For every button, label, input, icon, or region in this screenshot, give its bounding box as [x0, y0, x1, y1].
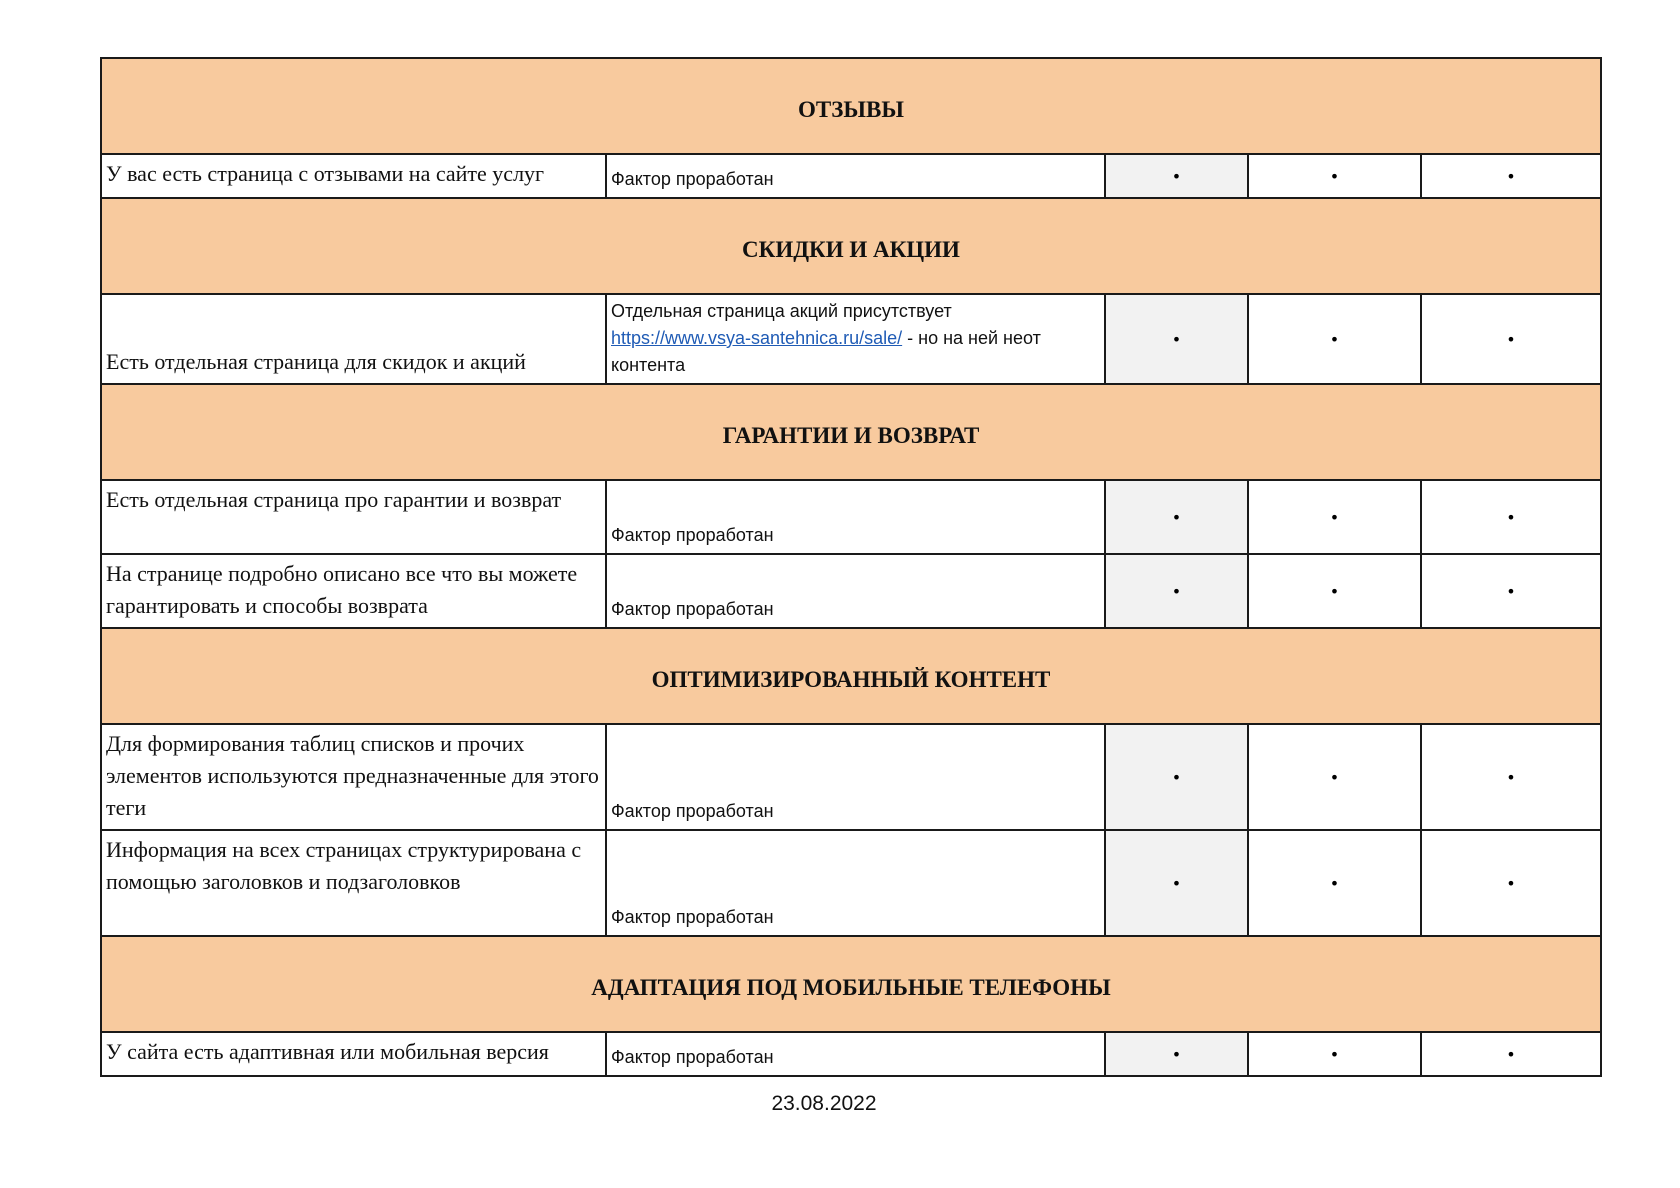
section-title: АДАПТАЦИЯ ПОД МОБИЛЬНЫЕ ТЕЛЕФОНЫ	[101, 936, 1601, 1032]
status-cell: Фактор проработан	[606, 154, 1105, 198]
status-cell	[606, 294, 1105, 384]
mark-cell: •	[1105, 294, 1248, 384]
checklist-table	[100, 57, 1602, 1077]
criterion-cell: Есть отдельная страница для скидок и акций	[101, 294, 606, 384]
section-header-reviews	[101, 58, 1601, 154]
section-header-mobile	[101, 936, 1601, 1032]
section-title: ОТЗЫВЫ	[101, 58, 1601, 154]
mark-cell: •	[1248, 480, 1421, 554]
table-row	[101, 154, 1601, 198]
criterion-cell: У сайта есть адаптивная или мобильная версия	[101, 1032, 606, 1076]
mark-cell: •	[1248, 1032, 1421, 1076]
table-row	[101, 480, 1601, 554]
section-title: СКИДКИ И АКЦИИ	[101, 198, 1601, 294]
criterion-cell: Информация на всех страницах структурирована с помощью заголовков и подзаголовков	[101, 830, 606, 936]
criterion-cell: У вас есть страница с отзывами на сайте услуг	[101, 154, 606, 198]
table-row	[101, 554, 1601, 628]
section-header-content	[101, 628, 1601, 724]
status-cell: Фактор проработан	[606, 480, 1105, 554]
section-title: ГАРАНТИИ И ВОЗВРАТ	[101, 384, 1601, 480]
table-row	[101, 724, 1601, 830]
status-cell: Фактор проработан	[606, 724, 1105, 830]
status-cell: Фактор проработан	[606, 830, 1105, 936]
criterion-cell: Есть отдельная страница про гарантии и возврат	[101, 480, 606, 554]
status-cell: Фактор проработан	[606, 554, 1105, 628]
mark-cell: •	[1105, 724, 1248, 830]
mark-cell: •	[1105, 1032, 1248, 1076]
criterion-cell: Для формирования таблиц списков и прочих элементов используются предназначенные для этого теги	[101, 724, 606, 830]
mark-cell: •	[1248, 830, 1421, 936]
mark-cell: •	[1248, 154, 1421, 198]
mark-cell: •	[1248, 724, 1421, 830]
mark-cell: •	[1248, 294, 1421, 384]
mark-cell: •	[1105, 480, 1248, 554]
table-row	[101, 830, 1601, 936]
mark-cell: •	[1421, 830, 1601, 936]
mark-cell: •	[1105, 154, 1248, 198]
table-row	[101, 294, 1601, 384]
status-note: - но на ней неот контента	[611, 328, 1041, 375]
mark-cell: •	[1105, 830, 1248, 936]
section-title: ОПТИМИЗИРОВАННЫЙ КОНТЕНТ	[101, 628, 1601, 724]
mark-cell: •	[1421, 480, 1601, 554]
mark-cell: •	[1421, 154, 1601, 198]
status-text: Отдельная страница акций присутствует	[611, 301, 952, 321]
mark-cell: •	[1421, 554, 1601, 628]
section-header-discounts	[101, 198, 1601, 294]
mark-cell: •	[1421, 294, 1601, 384]
sale-page-link[interactable]: https://www.vsya-santehnica.ru/sale/	[611, 328, 903, 348]
mark-cell: •	[1248, 554, 1421, 628]
mark-cell: •	[1421, 1032, 1601, 1076]
table-row	[101, 1032, 1601, 1076]
footer-date: 23.08.2022	[771, 1092, 877, 1115]
criterion-cell: На странице подробно описано все что вы можете гарантировать и способы возврата	[101, 554, 606, 628]
mark-cell: •	[1421, 724, 1601, 830]
section-header-guarantees	[101, 384, 1601, 480]
mark-cell: •	[1105, 554, 1248, 628]
status-cell: Фактор проработан	[606, 1032, 1105, 1076]
